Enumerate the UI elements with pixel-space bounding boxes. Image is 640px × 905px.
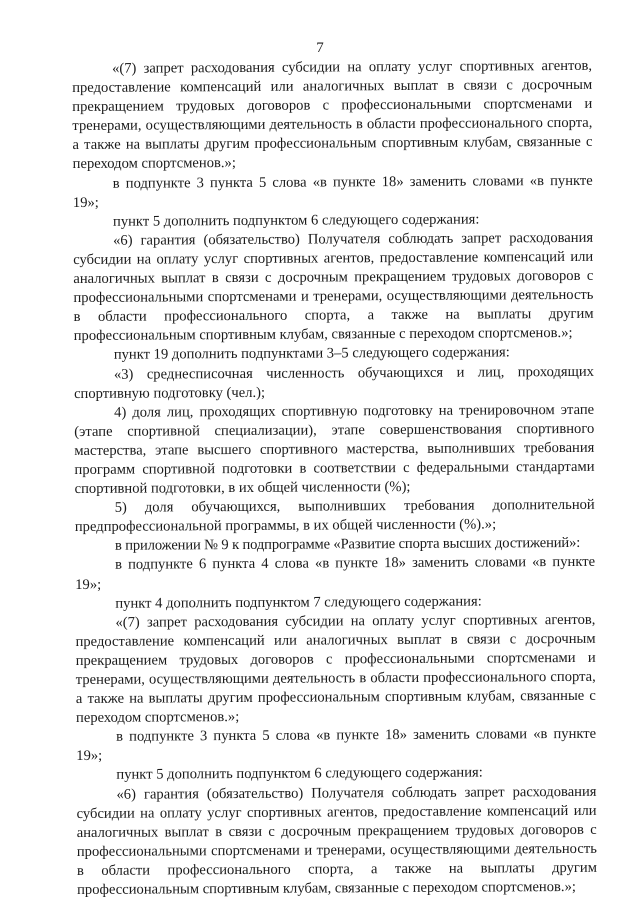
paragraph-clause-7-ban: «(7) запрет расходования субсидии на оплату услуг спортивных агентов, предоставление компенсаций или аналогичных выплат в связи с досрочным прекращением трудовых договоров с профессиональными спортсменами и тренерами, осуществляющими деятельность в области профессионального спорта, а также на выплаты другим профессиональным спортивным клубам, связанные с переходом спортсменов.»; <box>72 57 593 173</box>
paragraph-add-subpoint-7: пункт 4 дополнить подпунктом 7 следующего содержания: <box>115 593 482 612</box>
document-body <box>72 57 597 900</box>
paragraph-indicator-3: «3) среднесписочная численность обучающихся и лиц, проходящих спортивную подготовку (чел.); <box>73 363 594 402</box>
paragraph-add-subpoints-3-5: пункт 19 дополнить подпунктами 3–5 следующего содержания: <box>113 344 510 364</box>
paragraph-indicator-5: 5) доля обучающихся, выполнивших требования дополнительной предпрофессиональной программы, в их общей численности (%).»; <box>74 496 595 536</box>
paragraph-amend-subpoint-3: в подпункте 3 пункта 5 слова «в пункте 18» заменить словами «в пункте 19»; <box>72 172 593 211</box>
paragraph-add-subpoint-6: пункт 5 дополнить подпунктом 6 следующего содержания: <box>112 211 480 230</box>
paragraph-guarantee-6-repeat: «6) гарантия (обязательство) Получателя соблюдать запрет расходования субсидии на оплату услуг спортивных агентов, предоставление компенсаций или аналогичных выплат в связи с досрочным прекращением трудовых договоров с профессиональными спортсменами и тренерами, осуществляющими деятельность в области профессионального спорта, а также на выплаты другим профессиональным спортивным клубам, связанные с переходом спортсменов.»; <box>76 783 597 899</box>
paragraph-guarantee-6: «6) гарантия (обязательство) Получателя соблюдать запрет расходования субсидии на оплату услуг спортивных агентов, предоставление компенсаций или аналогичных выплат в связи с досрочным прекращением трудовых договоров с профессиональными спортсменами и тренерами, осуществляющими деятельность в области профессионального спорта, а также на выплаты другим профессиональным спортивным клубам, связанные с переходом спортсменов.»; <box>73 229 594 345</box>
paragraph-amend-subpoint-3-repeat: в подпункте 3 пункта 5 слова «в пункте 18» заменить словами «в пункте 19»; <box>76 726 597 765</box>
page-number: 7 <box>316 40 324 56</box>
paragraph-indicator-4: 4) доля лиц, проходящих спортивную подготовку на тренировочном этапе (этапе спортивной специализации), этапе совершенствования спортивного мастерства, этапе высшего спортивного мастерства, выполнивших требования программ спортивной подготовки в соответствии с федеральными стандартами спортивной подготовки, в их общей численности (%); <box>74 401 595 498</box>
paragraph-clause-7-ban-repeat: «(7) запрет расходования субсидии на оплату услуг спортивных агентов, предоставление компенсаций или аналогичных выплат в связи с досрочным прекращением трудовых договоров с профессиональными спортсменами и тренерами, осуществляющими деятельность в области профессионального спорта, а также на выплаты другим профессиональным спортивным клубам, связанные с переходом спортсменов.»; <box>75 611 596 727</box>
paragraph-amend-subpoint-6: в подпункте 6 пункта 4 слова «в пункте 18» заменить словами «в пункте 19»; <box>75 554 596 593</box>
paragraph-appendix-9: в приложении № 9 к подпрограмме «Развитие спорта высших достижений»: <box>114 535 581 555</box>
paragraph-add-subpoint-6-repeat: пункт 5 дополнить подпунктом 6 следующего содержания: <box>116 764 483 784</box>
